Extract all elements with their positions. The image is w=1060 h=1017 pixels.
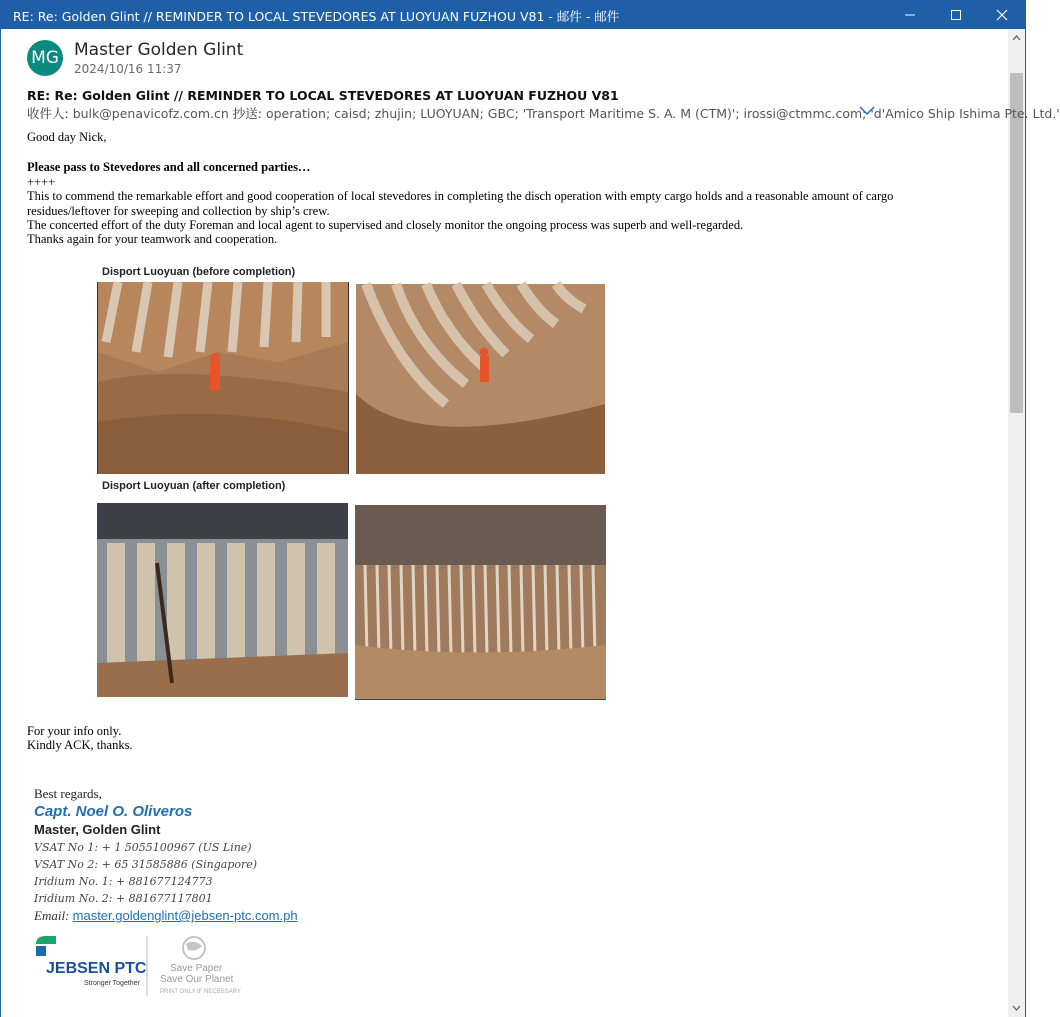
sent-date: 2024/10/16 11:37 bbox=[74, 62, 182, 76]
caption-after: Disport Luoyuan (after completion) bbox=[102, 480, 286, 492]
ack-line: Kindly ACK, thanks. bbox=[27, 738, 133, 753]
signature-name: Capt. Noel O. Oliveros bbox=[34, 803, 193, 820]
eco-line-1: Save Paper bbox=[170, 963, 223, 974]
paragraph-foreman: The concerted effort of the duty Foreman and local agent to supervised and closely monitor the ongoing process was superb and well-regarded. bbox=[27, 218, 744, 233]
jebsen-leaf-icon bbox=[36, 936, 56, 944]
greeting: Good day Nick, bbox=[27, 130, 107, 144]
separator-line: ++++ bbox=[27, 174, 56, 189]
cc-value[interactable]: operation; caisd; zhujin; LUOYUAN; GBC; 'Transport Maritime S. A. M (CTM)'; irossi@ctmmc.com; 'd'Amico Ship Ishima Pte. Ltd.' bbox=[265, 106, 1060, 121]
email-link[interactable]: master.goldenglint@jebsen-ptc.com.ph bbox=[72, 908, 298, 923]
caption-before: Disport Luoyuan (before completion) bbox=[102, 266, 296, 278]
photo-hold-before-2 bbox=[356, 284, 605, 474]
embedded-photo-collage bbox=[96, 262, 608, 702]
vsat-1: VSAT No 1: + 1 5055100967 (US Line) bbox=[34, 841, 252, 854]
chevron-down-icon[interactable] bbox=[858, 103, 876, 117]
photo-hold-after-1 bbox=[97, 503, 348, 697]
photo-hold-before-1 bbox=[97, 282, 349, 474]
to-label: 收件人: bbox=[27, 106, 69, 121]
email-body bbox=[27, 130, 917, 247]
signature-title: Master, Golden Glint bbox=[34, 822, 161, 837]
window-title: RE: Re: Golden Glint // REMINDER TO LOCAL STEVEDORES AT LUOYUAN FUZHOU V81 - 邮件 - 邮件 bbox=[13, 9, 620, 24]
email-row bbox=[34, 907, 298, 925]
closing-text bbox=[27, 724, 133, 753]
photo-hold-after-2 bbox=[355, 505, 606, 700]
window-border-left bbox=[0, 29, 1, 1017]
avatar[interactable]: MG bbox=[27, 40, 63, 76]
scroll-down-arrow-icon[interactable] bbox=[1008, 1001, 1025, 1015]
logo-brand-text: JEBSEN PTC bbox=[46, 960, 147, 977]
scrollbar-thumb[interactable] bbox=[1010, 73, 1023, 413]
info-line: For your info only. bbox=[27, 724, 122, 738]
title-bar bbox=[0, 0, 1026, 29]
minimize-button[interactable] bbox=[887, 0, 933, 29]
close-icon bbox=[996, 9, 1008, 21]
best-regards: Best regards, bbox=[34, 786, 102, 801]
maximize-icon bbox=[950, 9, 962, 21]
scroll-up-arrow-icon[interactable] bbox=[1008, 31, 1025, 45]
window-border-right bbox=[1025, 29, 1026, 1017]
close-button[interactable] bbox=[979, 0, 1025, 29]
minimize-icon bbox=[904, 9, 916, 21]
logo-tagline-text: Stronger Together bbox=[84, 980, 140, 987]
signature-block bbox=[34, 786, 298, 925]
paragraph-commend: This to commend the remarkable effort and good cooperation of local stevedores in completing the disch operation with empty cargo holds and a reasonable amount of cargo residues/leftover for sweeping and collection by ship’s crew. bbox=[27, 189, 894, 218]
bold-instruction: Please pass to Stevedores and all concerned parties… bbox=[27, 160, 311, 175]
maximize-button[interactable] bbox=[933, 0, 979, 29]
company-logo bbox=[34, 934, 244, 996]
iridium-1: Iridium No. 1: + 881677124773 bbox=[34, 875, 213, 888]
cc-label: 抄送: bbox=[232, 106, 262, 121]
eco-line-2: Save Our Planet bbox=[160, 974, 234, 985]
vertical-scrollbar[interactable] bbox=[1008, 29, 1025, 1017]
email-subject: RE: Re: Golden Glint // REMINDER TO LOCAL STEVEDORES AT LUOYUAN FUZHOU V81 bbox=[27, 88, 619, 103]
vsat-2: VSAT No 2: + 65 31585886 (Singapore) bbox=[34, 858, 258, 871]
iridium-2: Iridium No. 2: + 881677117801 bbox=[34, 892, 213, 905]
recipients-line[interactable] bbox=[27, 104, 1060, 122]
email-label: Email: bbox=[34, 908, 70, 923]
paragraph-thanks: Thanks again for your teamwork and cooperation. bbox=[27, 232, 278, 247]
eco-line-3: PRINT ONLY IF NECESSARY bbox=[160, 989, 241, 995]
sender-name[interactable]: Master Golden Glint bbox=[74, 40, 244, 60]
to-value[interactable]: bulk@penavicofz.com.cn bbox=[72, 106, 229, 121]
